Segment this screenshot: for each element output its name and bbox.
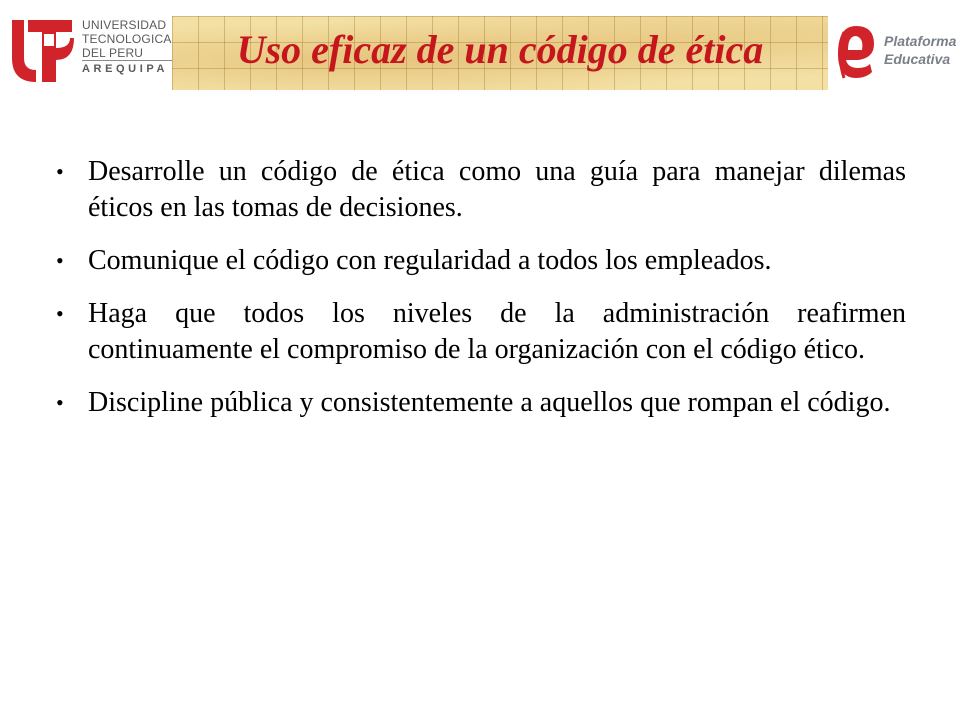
bullet-list	[48, 154, 906, 421]
platform-logo	[834, 22, 958, 86]
bullet-text: Haga que todos los niveles de la administración reafirmen continuamente el compromiso de la organización con el código ético.	[88, 298, 906, 365]
bullet-dot-icon: •	[56, 248, 64, 273]
bullet-item	[48, 154, 906, 226]
slide-content	[48, 154, 906, 438]
bullet-text: Desarrolle un código de ética como una guía para manejar dilemas éticos en las tomas de decisiones.	[88, 156, 906, 223]
platform-name-line-2: Educativa	[884, 51, 951, 67]
bullet-text: Comunique el código con regularidad a todos los empleados.	[88, 245, 772, 276]
bullet-dot-icon: •	[56, 301, 64, 326]
bullet-item	[48, 243, 906, 279]
bullet-dot-icon: •	[56, 390, 64, 415]
platform-name-line-1: Plataforma	[884, 33, 957, 49]
platform-e-logo-icon	[834, 22, 878, 84]
university-name-divider	[82, 60, 178, 61]
university-logo	[8, 14, 174, 88]
university-name-line-3: DEL PERU	[82, 46, 144, 60]
bullet-item	[48, 385, 906, 421]
bullet-text: Discipline pública y consistentemente a aquellos que rompan el código.	[88, 387, 891, 418]
university-city: AREQUIPA	[82, 63, 169, 75]
slide-title: Uso eficaz de un código de ética	[236, 27, 764, 72]
bullet-dot-icon: •	[56, 159, 64, 184]
slide-header	[0, 0, 960, 100]
utp-logo-mark-icon	[8, 14, 76, 88]
platform-name	[884, 32, 956, 68]
title-banner	[172, 16, 828, 90]
university-name-line-1: UNIVERSIDAD	[82, 18, 167, 32]
bullet-item	[48, 296, 906, 368]
university-name-line-2: TECNOLOGICA	[82, 32, 172, 46]
university-name	[82, 18, 178, 77]
